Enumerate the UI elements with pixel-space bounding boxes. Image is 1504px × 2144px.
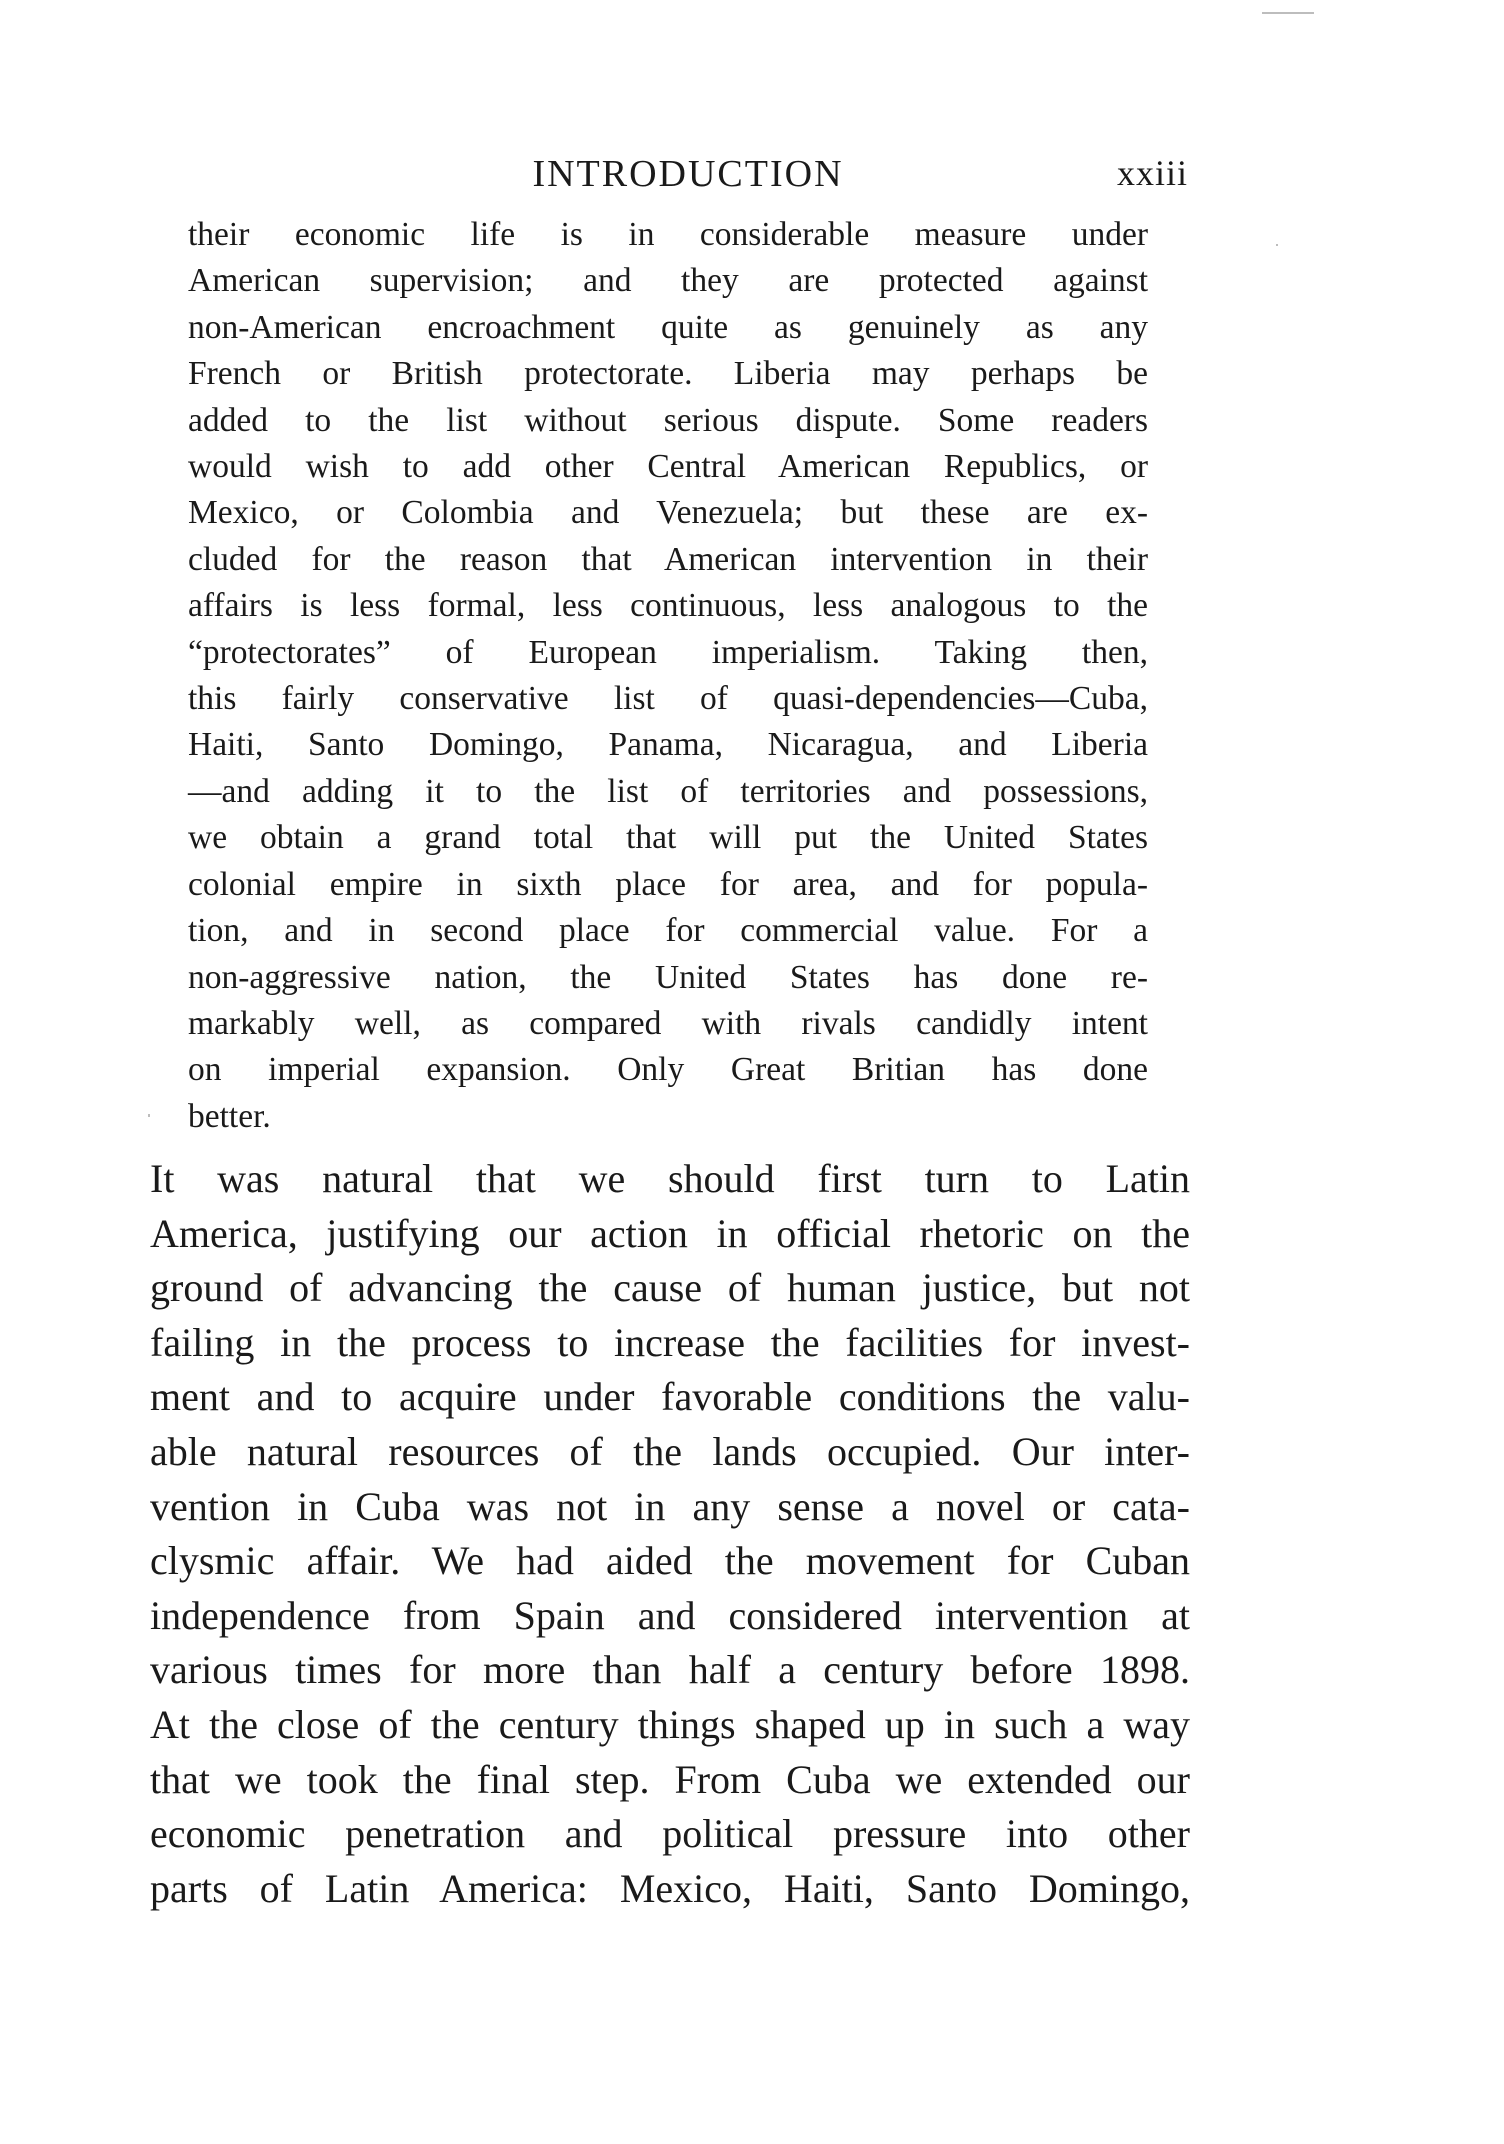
quote-line: —and adding it to the list of territories and possessions, [188,772,1148,810]
body-line: vention in Cuba was not in any sense a novel or cata- [150,1483,1190,1529]
quote-line: better. [188,1097,271,1135]
body-line: ment and to acquire under favorable conditions the valu- [150,1374,1190,1420]
quote-line: non-aggressive nation, the United States has done re- [188,958,1148,996]
quote-line: Mexico, or Colombia and Venezuela; but these are ex- [188,494,1148,532]
body-line: various times for more than half a century before 1898. [150,1647,1190,1693]
quote-line: Haiti, Santo Domingo, Panama, Nicaragua, and Liberia [188,726,1148,764]
quote-line: non-American encroachment quite as genuinely as any [188,308,1148,346]
body-line: It was natural that we should first turn to Latin [150,1156,1190,1201]
scan-mark-top-right [1262,12,1314,14]
quote-line: American supervision; and they are protected against [188,262,1148,300]
quote-line: “protectorates” of European imperialism. Taking then, [188,633,1148,671]
body-line: able natural resources of the lands occupied. Our inter- [150,1428,1190,1474]
body-line: At the close of the century things shaped up in such a way [150,1701,1190,1747]
body-line: ground of advancing the cause of human justice, but not [150,1265,1190,1311]
quote-line: cluded for the reason that American intervention in their [188,540,1148,578]
body-line: clysmic affair. We had aided the movement for Cuban [150,1538,1190,1584]
quote-line: on imperial expansion. Only Great Britian has done [188,1051,1148,1089]
quote-line: this fairly conservative list of quasi-dependencies—Cuba, [188,680,1148,718]
quote-line: French or British protectorate. Liberia may perhaps be [188,355,1148,393]
quote-line: we obtain a grand total that will put the United States [188,819,1148,857]
body-line: independence from Spain and considered intervention at [150,1592,1190,1638]
body-line: that we took the final step. From Cuba we extended our [150,1756,1190,1802]
body-line: America, justifying our action in official rhetoric on the [150,1210,1190,1256]
block-quote [188,212,1148,1140]
quote-line: would wish to add other Central American Republics, or [188,448,1148,486]
quote-line: tion, and in second place for commercial value. For a [188,912,1148,950]
body-paragraph [150,1152,1190,1916]
quote-line: affairs is less formal, less continuous, less analogous to the [188,587,1148,625]
scan-mark-dot-left [148,1114,150,1117]
page-header [188,148,1188,208]
body-line: parts of Latin America: Mexico, Haiti, Santo Domingo, [150,1865,1190,1911]
quote-line: their economic life is in considerable measure under [188,216,1148,253]
quote-line: colonial empire in sixth place for area, and for popula- [188,865,1148,903]
scan-mark-dot [1276,244,1278,246]
body-line: failing in the process to increase the facilities for invest- [150,1319,1190,1365]
body-line: economic penetration and political pressure into other [150,1811,1190,1857]
page-number: xxiii [1116,153,1188,193]
quote-line: added to the list without serious dispute. Some readers [188,401,1148,439]
quote-line: markably well, as compared with rivals candidly intent [188,1004,1148,1042]
running-head: INTRODUCTION [532,153,844,195]
